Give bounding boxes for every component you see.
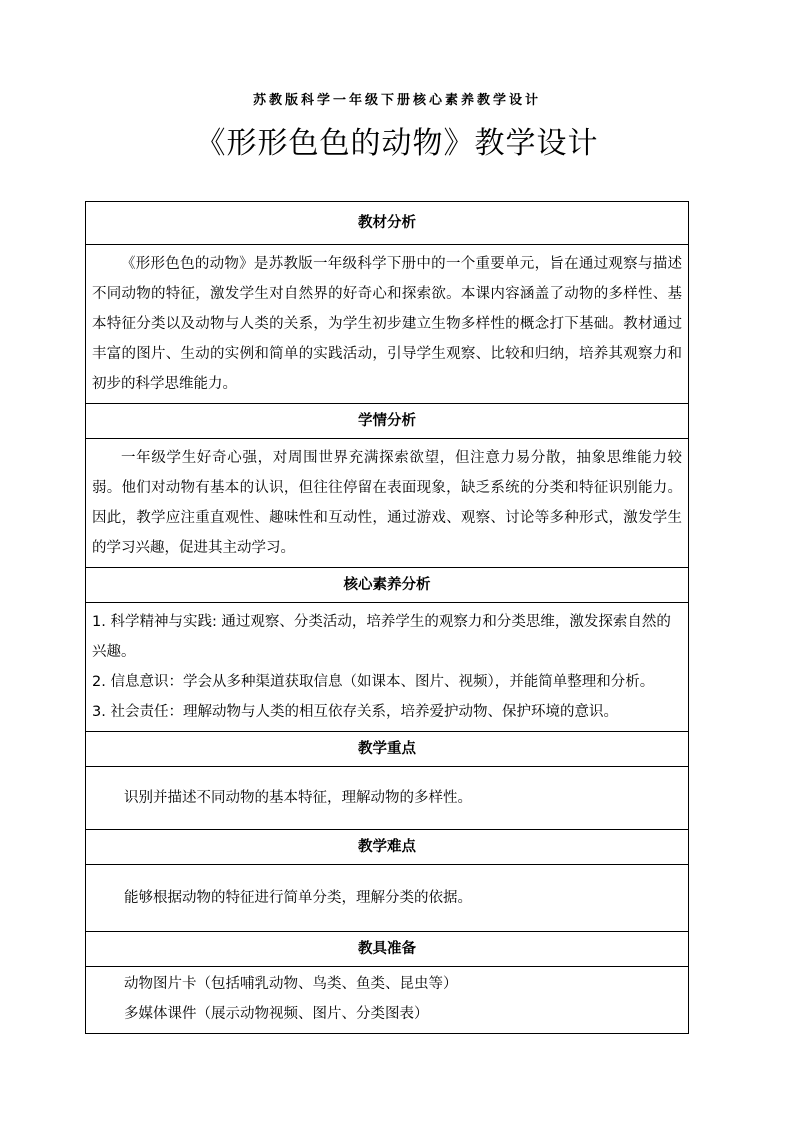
section-heading-textbook: 教材分析 [86,202,689,245]
section-heading-materials: 教具准备 [86,932,689,967]
literacy-item: 1. 科学精神与实践: 通过观察、分类活动，培养学生的观察力和分类思维，激发探索自然的兴趣。 [92,614,671,660]
section-heading-difficulty: 教学难点 [86,830,689,865]
section-body-key-point [86,767,689,830]
section-heading-literacy: 核心素养分析 [86,568,689,603]
section-body-literacy [86,603,689,732]
textbook-analysis-text: 《形形色色的动物》是苏教版一年级科学下册中的一个重要单元，旨在通过观察与描述不同动物的特征，激发学生对自然界的好奇心和探索欲。本课内容涵盖了动物的多样性、基本特征分类以及动物与人类的关系，为学生初步建立生物多样性的概念打下基础。教材通过丰富的图片、生动的实例和简单的实践活动，引导学生观察、比较和归纳，培养其观察力和初步的科学思维能力。 [92,256,682,392]
section-body-textbook [86,245,689,404]
key-point-text: 识别并描述不同动物的基本特征，理解动物的多样性。 [124,790,472,806]
section-body-materials [86,967,689,1034]
section-heading-students: 学情分析 [86,404,689,439]
student-analysis-text: 一年级学生好奇心强，对周围世界充满探索欲望，但注意力易分散，抽象思维能力较弱。他们对动物有基本的认识，但往往停留在表面现象，缺乏系统的分类和特征识别能力。因此，教学应注重直观性、趣味性和互动性，通过游戏、观察、讨论等多种形式，激发学生的学习兴趣，促进其主动学习。 [92,450,682,556]
literacy-item: 2. 信息意识：学会从多种渠道获取信息（如课本、图片、视频），并能简单整理和分析。 [92,674,655,690]
lesson-plan-table [85,201,689,1034]
materials-item: 多媒体课件（展示动物视频、图片、分类图表） [124,1006,429,1022]
document-subtitle: 苏教版科学一年级下册核心素养教学设计 [252,93,541,108]
section-heading-key-point: 教学重点 [86,732,689,767]
document-title: 《形形色色的动物》教学设计 [195,126,599,161]
literacy-item: 3. 社会责任：理解动物与人类的相互依存关系，培养爱护动物、保护环境的意识。 [92,704,618,720]
section-body-students [86,439,689,568]
materials-item: 动物图片卡（包括哺乳动物、鸟类、鱼类、昆虫等） [124,976,458,992]
section-body-difficulty [86,865,689,932]
difficulty-text: 能够根据动物的特征进行简单分类，理解分类的依据。 [124,890,472,906]
